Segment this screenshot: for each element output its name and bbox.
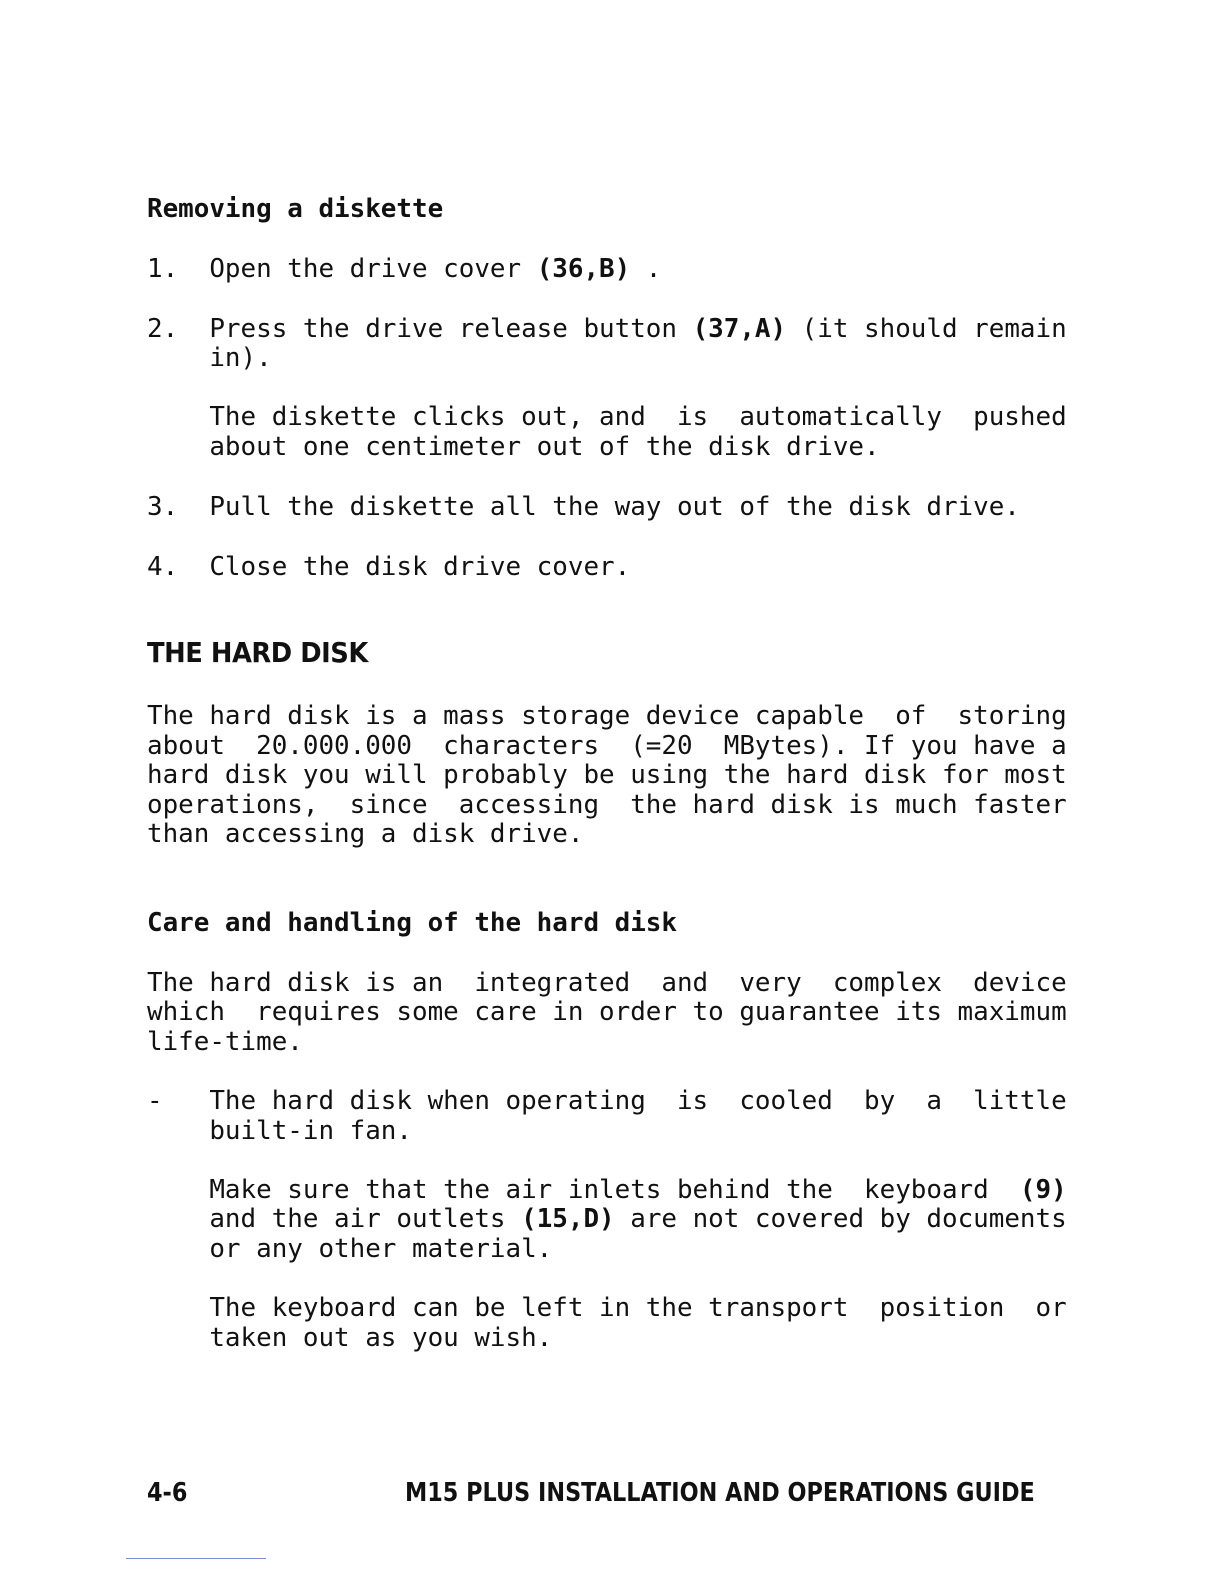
- text: in).: [147, 343, 272, 373]
- text-line: [147, 968, 1067, 998]
- text-line: [147, 790, 1067, 820]
- bold-text: Care and handling of the hard disk: [147, 908, 677, 938]
- bold-text: Removing a diskette: [147, 194, 444, 224]
- text: operations, since accessing the hard disk is much faster: [147, 790, 1067, 820]
- text: 2. Press the drive release button: [147, 314, 693, 344]
- text: 1. Open the drive cover: [147, 254, 537, 284]
- text-line: [147, 1204, 1067, 1234]
- text: The hard disk is an integrated and very complex device: [147, 968, 1067, 998]
- text: than accessing a disk drive.: [147, 819, 584, 849]
- text: built-in fan.: [147, 1116, 412, 1146]
- text: or any other material.: [147, 1234, 553, 1264]
- text-line: [147, 1293, 1067, 1323]
- text-line: [147, 760, 1067, 790]
- page-number: 4-6: [147, 1478, 188, 1508]
- bold-text: (15,D): [521, 1204, 615, 1234]
- text: (it should remain: [786, 314, 1067, 344]
- section-heading: [147, 908, 677, 938]
- text: The hard disk is a mass storage device capable of storing: [147, 701, 1067, 731]
- text-line: [147, 1027, 303, 1057]
- divider: [126, 1558, 266, 1559]
- text: taken out as you wish.: [147, 1323, 553, 1353]
- text: which requires some care in order to guarantee its maximum: [147, 997, 1067, 1027]
- text: 3. Pull the diskette all the way out of the disk drive.: [147, 492, 1020, 522]
- text-line: [147, 402, 1067, 432]
- text: life-time.: [147, 1027, 303, 1057]
- text: - The hard disk when operating is cooled by a little: [147, 1086, 1067, 1116]
- text-line: [147, 343, 272, 373]
- text: about 20.000.000 characters (=20 MBytes). If you have a: [147, 731, 1067, 761]
- section-heading: [147, 638, 368, 668]
- text-line: [147, 314, 1067, 344]
- text-line: [147, 997, 1067, 1027]
- text-line: [147, 1175, 1067, 1205]
- text-line: [147, 1086, 1067, 1116]
- footer-title: M15 PLUS INSTALLATION AND OPERATIONS GUIDE: [405, 1478, 1035, 1508]
- text: about one centimeter out of the disk drive.: [147, 432, 880, 462]
- bold-text: (37,A): [692, 314, 787, 344]
- text-line: [147, 1323, 552, 1353]
- section-heading: [147, 194, 443, 224]
- text-line: [147, 819, 583, 849]
- text: hard disk you will probably be using the hard disk for most: [147, 760, 1067, 790]
- text: The diskette clicks out, and is automatically pushed: [147, 402, 1067, 432]
- text-line: [147, 1234, 552, 1264]
- text: The keyboard can be left in the transport position or: [147, 1293, 1067, 1323]
- bold-text: THE HARD DISK: [147, 636, 368, 669]
- bold-text: (36,B): [536, 254, 631, 284]
- text-line: [147, 701, 1067, 731]
- text: Make sure that the air inlets behind the keyboard: [147, 1175, 1020, 1205]
- bold-text: (9): [1019, 1175, 1067, 1205]
- text-line: [147, 254, 661, 284]
- text-line: [147, 731, 1067, 761]
- text: 4. Close the disk drive cover.: [147, 552, 631, 582]
- text: .: [630, 254, 662, 284]
- text-line: [147, 552, 630, 582]
- text-line: [147, 492, 1020, 522]
- text: are not covered by documents: [614, 1204, 1067, 1234]
- text: and the air outlets: [147, 1204, 522, 1234]
- text-line: [147, 1116, 412, 1146]
- text-line: [147, 432, 880, 462]
